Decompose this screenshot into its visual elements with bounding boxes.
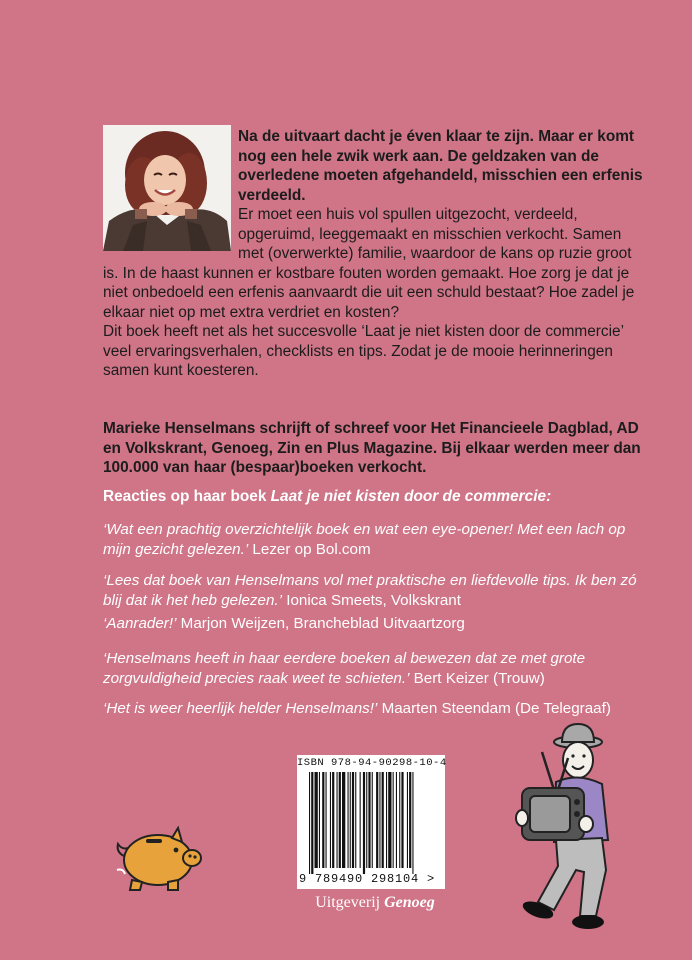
barcode-bar bbox=[319, 772, 320, 868]
barcode-bar bbox=[393, 772, 394, 868]
isbn-barcode bbox=[297, 755, 445, 889]
barcode-bar bbox=[409, 772, 411, 868]
review-quote bbox=[103, 520, 643, 560]
review-quote bbox=[103, 649, 643, 689]
barcode-bar bbox=[412, 772, 413, 874]
publisher-brand: Genoeg bbox=[384, 894, 435, 911]
barcode-bar bbox=[396, 772, 397, 868]
barcode-bar bbox=[350, 772, 351, 868]
isbn-label: ISBN 978-94-90298-10-4 bbox=[297, 757, 447, 769]
photo-spacer bbox=[103, 127, 238, 251]
reviews-heading-title: Laat je niet kisten door de commercie: bbox=[270, 488, 552, 505]
barcode-bar bbox=[337, 772, 338, 868]
review-quote-text: ‘Wat een prachtig overzichtelijk boek en wat een eye-opener! Met een lach op mijn gezicht gelezen.’ bbox=[103, 521, 626, 558]
barcode-bar bbox=[382, 772, 384, 868]
barcode-bar bbox=[401, 772, 403, 868]
man-with-tv-illustration bbox=[492, 720, 622, 935]
review-quote-source: Ionica Smeets, Volkskrant bbox=[282, 592, 461, 609]
review-quote-source: Maarten Steendam (De Telegraaf) bbox=[377, 700, 611, 717]
review-quote-source: Lezer op Bol.com bbox=[248, 541, 371, 558]
barcode-bar bbox=[366, 772, 367, 868]
review-quote-text: ‘Aanrader!’ bbox=[103, 615, 177, 632]
barcode-bar bbox=[330, 772, 331, 868]
review-quote-source: Bert Keizer (Trouw) bbox=[409, 670, 545, 687]
barcode-bar bbox=[315, 772, 318, 868]
intro-text bbox=[103, 127, 643, 381]
barcode-bar bbox=[399, 772, 400, 868]
barcode-bar bbox=[379, 772, 380, 868]
barcode-bar bbox=[352, 772, 354, 868]
barcode-bar bbox=[342, 772, 345, 868]
barcode-bar bbox=[386, 772, 387, 868]
intro-lead: Na de uitvaart dacht je éven klaar te zijn. Maar er komt nog een hele zwik werk aan. De geldzaken van de overledene moeten afgehandeld, misschien een erfenis verdeeld. bbox=[238, 128, 643, 204]
barcode-bar bbox=[348, 772, 349, 868]
barcode-bar bbox=[339, 772, 341, 868]
intro-paragraph-2: Dit boek heeft net als het succesvolle ‘Laat je niet kisten door de commercie’ veel ervaringsverhalen, checklists en tips. Zodat je de mooie herinneringen samen kunt koesteren. bbox=[103, 323, 624, 379]
isbn-digits: 9 789490 298104 > bbox=[299, 872, 436, 886]
review-quote-source: Marjon Weijzen, Brancheblad Uitvaartzorg bbox=[176, 615, 465, 632]
barcode-bar bbox=[332, 772, 334, 868]
reviews-heading-prefix: Reacties op haar boek bbox=[103, 488, 271, 505]
barcode-bar bbox=[326, 772, 327, 868]
review-quote bbox=[103, 571, 643, 611]
review-quote-text: ‘Lees dat boek van Henselmans vol met praktische en liefdevolle tips. Ik ben zó blij dat ik het heb gelezen.’ bbox=[103, 572, 637, 609]
barcode-bar bbox=[355, 772, 356, 868]
barcode-bars bbox=[297, 755, 445, 889]
barcode-bar bbox=[388, 772, 391, 868]
review-quote bbox=[103, 614, 643, 634]
barcode-bar bbox=[311, 772, 313, 874]
review-quote-text: ‘Henselmans heeft in haar eerdere boeken al bewezen dat ze met grote zorgvuldigheid precies raak weet te schieten.’ bbox=[103, 650, 586, 687]
intro-paragraph-1: Er moet een huis vol spullen uitgezocht, verdeeld, opgeruimd, leeggemaakt en misschien verkocht. Samen met (overwerkte) familie, waardoor de kans op ruzie groot is. In de haast kunnen er kostbare fouten worden gemaakt. Hoe zorg je dat je niet onbedoeld een erfenis aanvaardt die uit een schuld bestaat? Hoe zadel je elkaar niet op met extra verdriet en kosten? bbox=[103, 206, 635, 321]
publisher-prefix: Uitgeverij bbox=[315, 894, 385, 911]
barcode-bar bbox=[322, 772, 324, 868]
piggy-bank-icon bbox=[112, 822, 204, 894]
barcode-bar bbox=[360, 772, 361, 868]
review-quote-text: ‘Het is weer heerlijk helder Henselmans!’ bbox=[103, 700, 378, 717]
author-bio: Marieke Henselmans schrijft of schreef voor Het Financieele Dagblad, AD en Volkskrant, Genoeg, Zin en Plus Magazine. Bij elkaar werden meer dan 100.000 van haar (bespaar)boeken verkocht. bbox=[103, 420, 641, 476]
barcode-bar bbox=[372, 772, 373, 868]
barcode-bar bbox=[376, 772, 378, 868]
reviews-heading bbox=[103, 487, 663, 507]
publisher-logo bbox=[300, 894, 450, 912]
barcode-bar bbox=[407, 772, 408, 868]
barcode-bar bbox=[363, 772, 365, 874]
barcode-bar bbox=[368, 772, 370, 868]
review-quote bbox=[103, 699, 643, 719]
barcode-bar bbox=[309, 772, 310, 874]
